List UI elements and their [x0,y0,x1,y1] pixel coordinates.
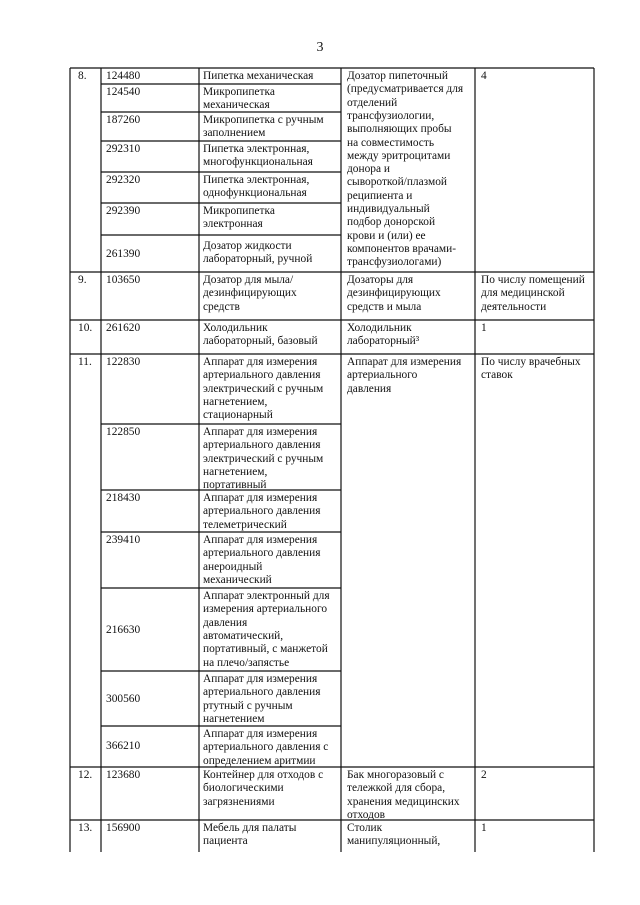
quantity-line: 1 [481,822,487,834]
equipment-line: Дозаторы для [347,274,414,286]
quantity-line: 4 [481,70,487,82]
device-name-line: портативный [203,479,267,492]
equipment-line: артериального [347,369,418,382]
page-number: 3 [316,40,324,55]
equipment-line: трансфузиологами) [347,256,442,269]
device-name-line: Аппарат для измерения [203,426,318,438]
device-name-line: механический [203,573,272,586]
equipment-line: отходов [347,808,386,821]
device-name-line: электронная [203,218,263,231]
equipment-line: подбор донорской [347,216,436,229]
device-name-line: электрический с ручным [203,452,324,465]
device-name-line: Аппарат электронный для [203,590,330,602]
quantity-line: деятельности [481,300,547,313]
device-name-line: Дозатор жидкости [203,240,292,252]
device-name-line: артериального давления с [203,741,329,754]
equipment-line: Холодильник [347,322,412,334]
device-name-line: анероидный [203,560,263,573]
device-name-line: телеметрический [203,518,287,531]
device-code: 292390 [106,205,141,217]
device-code: 239410 [106,534,141,546]
device-name-line: стационарный [203,409,273,422]
equipment-line: средств и мыла [347,300,422,313]
device-name-line: механическая [203,99,270,112]
device-name-line: многофункциональная [203,156,313,169]
device-code: 292320 [106,174,141,186]
device-name-line: измерения артериального [203,603,328,616]
equipment-line: выполняющих пробы [347,123,452,136]
device-code: 124480 [106,70,141,82]
equipment-line: реципиента и [347,189,413,202]
equipment-line: давления [347,382,392,395]
equipment-line: лабораторный³ [347,335,420,348]
device-name-line: ртутный с ручным [203,699,293,712]
device-name-line: на плечо/запястье [203,656,290,669]
device-name-line: Дозатор для мыла/ [203,274,294,286]
device-name-line: Аппарат для измерения [203,492,318,504]
device-code: 300560 [106,693,141,705]
device-name-line: давления [203,616,248,629]
device-code: 216630 [106,624,141,636]
device-name-line: автоматический, [203,629,284,642]
row-number: 8. [78,70,87,82]
quantity-line: ставок [481,369,513,382]
device-code: 123680 [106,769,141,781]
row-number: 13. [78,822,93,834]
device-name-line: однофункциональная [203,187,307,200]
device-code: 187260 [106,114,141,126]
device-code: 261390 [106,248,141,260]
equipment-line: сывороткой/плазмой [347,176,448,189]
device-name-line: Аппарат для измерения [203,673,318,685]
equipment-line: трансфузиологии, [347,109,435,122]
equipment-line: манипуляционный, [347,835,441,848]
device-name-line: артериального давления [203,369,321,382]
quantity-line: для медицинской [481,287,565,300]
device-name-line: артериального давления [203,547,321,560]
device-name-line: Контейнер для отходов с [203,769,324,781]
device-code: 122830 [106,356,141,368]
device-name-line: Аппарат для измерения [203,728,318,740]
device-name-line: артериального давления [203,439,321,452]
device-name-line: нагнетением, [203,395,268,408]
device-name-line: лабораторный, базовый [203,335,318,348]
equipment-line: Столик [347,822,383,834]
equipment-line: (предусматривается для [347,83,464,96]
device-code: 292310 [106,143,141,155]
equipment-line: Бак многоразовый с [347,769,444,781]
device-name-line: загрязнениями [203,795,275,808]
device-code: 261620 [106,322,141,334]
device-name-line: Микропипетка [203,86,275,98]
row-number: 9. [78,274,87,286]
equipment-line: дезинфицирующих [347,287,441,300]
device-name-line: нагнетением [203,712,265,725]
quantity-line: 2 [481,769,487,781]
equipment-line: крови и (или) ее [347,229,426,242]
device-name-line: Аппарат для измерения [203,534,318,546]
device-name-line: Мебель для палаты [203,822,297,834]
device-name-line: биологическими [203,782,284,795]
device-name-line: пациента [203,835,248,848]
row-number: 12. [78,769,93,781]
device-name-line: дезинфицирующих [203,287,297,300]
equipment-line: компонентов врачами- [347,242,456,255]
row-number: 10. [78,322,93,334]
device-name-line: артериального давления [203,505,321,518]
device-name-line: лабораторный, ручной [203,253,313,266]
equipment-line: индивидуальный [347,203,430,215]
device-name-line: заполнением [203,127,266,140]
row-number: 11. [78,356,92,368]
device-code: 218430 [106,492,141,504]
device-name-line: электрический с ручным [203,382,324,395]
device-name-line: портативный, с манжетой [203,643,328,656]
equipment-line: Дозатор пипеточный [347,70,448,82]
device-code: 103650 [106,274,141,286]
equipment-line: донора и [347,163,390,176]
quantity-line: 1 [481,322,487,334]
equipment-line: между эритроцитами [347,149,451,162]
equipment-line: отделений [347,96,398,109]
device-code: 124540 [106,86,141,98]
device-name-line: определением аритмии [203,754,316,767]
device-code: 122850 [106,426,141,438]
device-name-line: нагнетением, [203,465,268,478]
device-name-line: средств [203,300,240,313]
equipment-line: Аппарат для измерения [347,356,462,368]
quantity-line: По числу врачебных [481,356,581,368]
device-name-line: артериального давления [203,686,321,699]
device-name-line: Микропипетка с ручным [203,114,324,126]
device-code: 366210 [106,740,141,752]
device-name-line: Аппарат для измерения [203,356,318,368]
equipment-line: хранения медицинских [347,795,460,808]
device-name-line: Пипетка электронная, [203,143,310,155]
equipment-line: тележкой для сбора, [347,782,446,795]
device-name-line: Микропипетка [203,205,275,217]
equipment-line: на совместимость [347,136,435,149]
device-code: 156900 [106,822,141,834]
quantity-line: По числу помещений [481,274,585,286]
device-name-line: Холодильник [203,322,268,334]
device-name-line: Пипетка механическая [203,70,314,82]
device-name-line: Пипетка электронная, [203,174,310,186]
